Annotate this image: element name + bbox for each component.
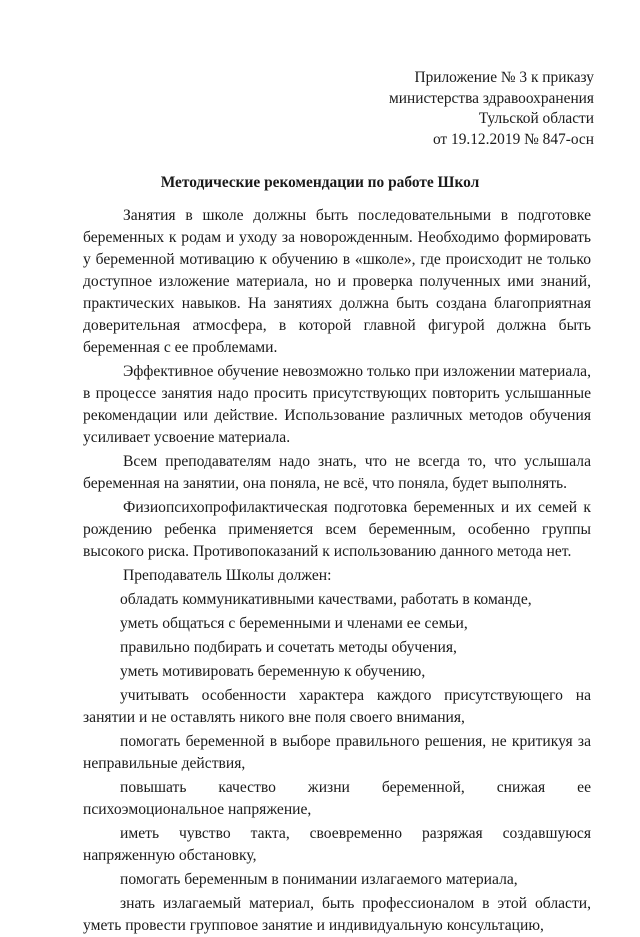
appendix-line: министерства здравоохранения [389, 89, 594, 107]
document-title: Методические рекомендации по работе Школ [160, 174, 480, 191]
list-item: правильно подбирать и сочетать методы обучения, [120, 639, 457, 656]
appendix-line: от 19.12.2019 № 847-осн [432, 130, 594, 148]
list-item: иметь чувство такта, своевременно разряжая создавшуюся напряженную обстановку, [83, 825, 591, 864]
list-item: уметь мотивировать беременную к обучению, [120, 663, 426, 680]
appendix-line: Приложение № 3 к приказу [414, 69, 594, 86]
appendix-header [389, 68, 594, 150]
list-item: уметь общаться с беременными и членами ее семьи, [120, 615, 468, 632]
paragraph: Физиопсихопрофилактическая подготовка беременных и их семей к рождению ребенка применяется всем беременным, особенно группы высокого риска. Противопоказаний к использованию данного метода нет. [83, 499, 591, 560]
list-item: помогать беременным в понимании излагаемого материала, [120, 871, 518, 888]
paragraph: Преподаватель Школы должен: [123, 567, 332, 584]
list-item: помогать беременной в выборе правильного решения, не критикуя за неправильные действия, [83, 733, 591, 772]
document-body [83, 205, 591, 937]
list-item: повышать качество жизни беременной, снижая ее психоэмоциональное напряжение, [83, 779, 591, 818]
paragraph: Эффективное обучение невозможно только при изложении материала, в процессе занятия надо просить присутствующих повторить услышанные рекомендации или действие. Использование различных методов обучения усиливает усвоение материала. [83, 363, 591, 446]
paragraph: Всем преподавателям надо знать, что не всегда то, что услышала беременная на занятии, она поняла, не всё, что поняла, будет выполнять. [83, 453, 591, 492]
appendix-line: Тульской области [478, 110, 594, 127]
list-item: знать излагаемый материал, быть профессионалом в этой области, уметь провести групповое занятие и индивидуальную консультацию, [83, 895, 591, 934]
list-item: учитывать особенности характера каждого присутствующего на занятии и не оставлять никого вне поля своего внимания, [83, 687, 591, 726]
paragraph: Занятия в школе должны быть последовательными в подготовке беременных к родам и уходу за новорожденным. Необходимо формировать у беременной мотивацию к обучению в «школе», где происходит не только доступное изложение материала, но и проверка полученных ими знаний, практических навыков. На занятиях должна быть создана благоприятная доверительная атмосфера, в которой главной фигурой должна быть беременная с ее проблемами. [83, 207, 591, 356]
list-item: обладать коммуникативными качествами, работать в команде, [120, 591, 532, 608]
